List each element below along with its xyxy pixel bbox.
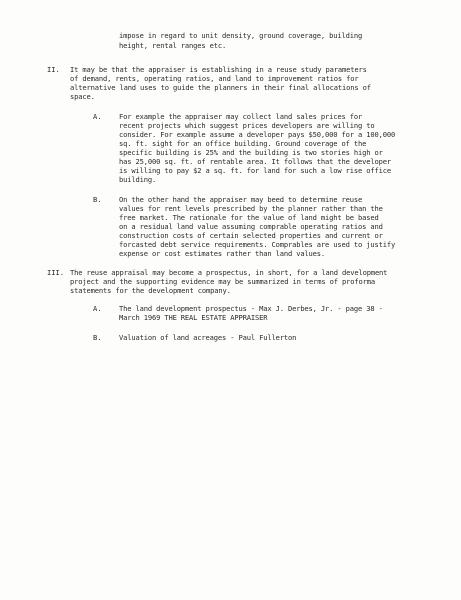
- section-3-b-line-1: Valuation of land acreages - Paul Fullerton: [119, 333, 297, 342]
- intro-line-2: height, rental ranges etc.: [119, 41, 227, 50]
- section-2-a-line-5: specific building is 25% and the building is two stories high or: [119, 148, 383, 157]
- section-2-a-letter: A.: [93, 112, 102, 121]
- section-3-line-1: The reuse appraisal may become a prospectus, in short, for a land development: [70, 268, 388, 277]
- section-2-a-line-2: recent projects which suggest prices developers are willing to: [119, 121, 375, 130]
- section-2-b-line-2: values for rent levels prescribed by the planner rather than the: [119, 204, 383, 213]
- section-2-a-line-6: has 25,000 sq. ft. of rentable area. It follows that the developer: [119, 157, 391, 166]
- section-3-b-letter: B.: [93, 333, 102, 342]
- section-2-a-line-8: building.: [119, 175, 157, 184]
- section-2-a-line-3: consider. For example assume a developer pays $50,000 for a 100,000: [119, 130, 396, 139]
- section-2-line-1: It may be that the appraiser is establishing in a reuse study parameters: [70, 65, 367, 74]
- section-2-line-3: alternative land uses to guide the planners in their final allocations of: [70, 83, 371, 92]
- section-3-numeral: III.: [47, 268, 65, 277]
- section-2-b-line-1: On the other hand the appraiser may beed to determine reuse: [119, 195, 363, 204]
- section-3-a-line-1: The land development prospectus - Max J. Derbes, Jr. - page 38 -: [119, 304, 383, 313]
- section-2-line-4: space.: [70, 92, 95, 101]
- section-2-b-line-3: free market. The rationale for the value of land might be based: [119, 213, 379, 222]
- section-2-b-letter: B.: [93, 195, 102, 204]
- section-2-b-line-5: construction costs of certain selected properties and current or: [119, 231, 383, 240]
- section-2-b-line-4: on a residual land value assuming comprable operating ratios and: [119, 222, 383, 231]
- section-2-b-line-6: forcasted debt service requirements. Comprables are used to justify: [119, 240, 396, 249]
- section-2-a-line-1: For example the appraiser may collect land sales prices for: [119, 112, 363, 121]
- section-3-line-2: project and the supporting evidence may be summarized in terms of proforma: [70, 277, 375, 286]
- section-3-a-letter: A.: [93, 304, 102, 313]
- section-3-a-line-2: March 1969 THE REAL ESTATE APPRAISER: [119, 313, 268, 322]
- section-3-line-3: statements for the development company.: [70, 286, 231, 295]
- section-2-line-2: of demand, rents, operating ratios, and land to improvement ratios for: [70, 74, 359, 83]
- intro-line-1: impose in regard to unit density, ground coverage, building: [119, 31, 363, 40]
- section-2-a-line-7: is willing to pay $2 a sq. ft. for land for such a low rise office: [119, 166, 391, 175]
- section-2-numeral: II.: [47, 65, 60, 74]
- section-2-b-line-7: expense or cost estimates rather than land values.: [119, 249, 326, 258]
- section-2-a-line-4: sq. ft. sight for an office building. Ground coverage of the: [119, 139, 367, 148]
